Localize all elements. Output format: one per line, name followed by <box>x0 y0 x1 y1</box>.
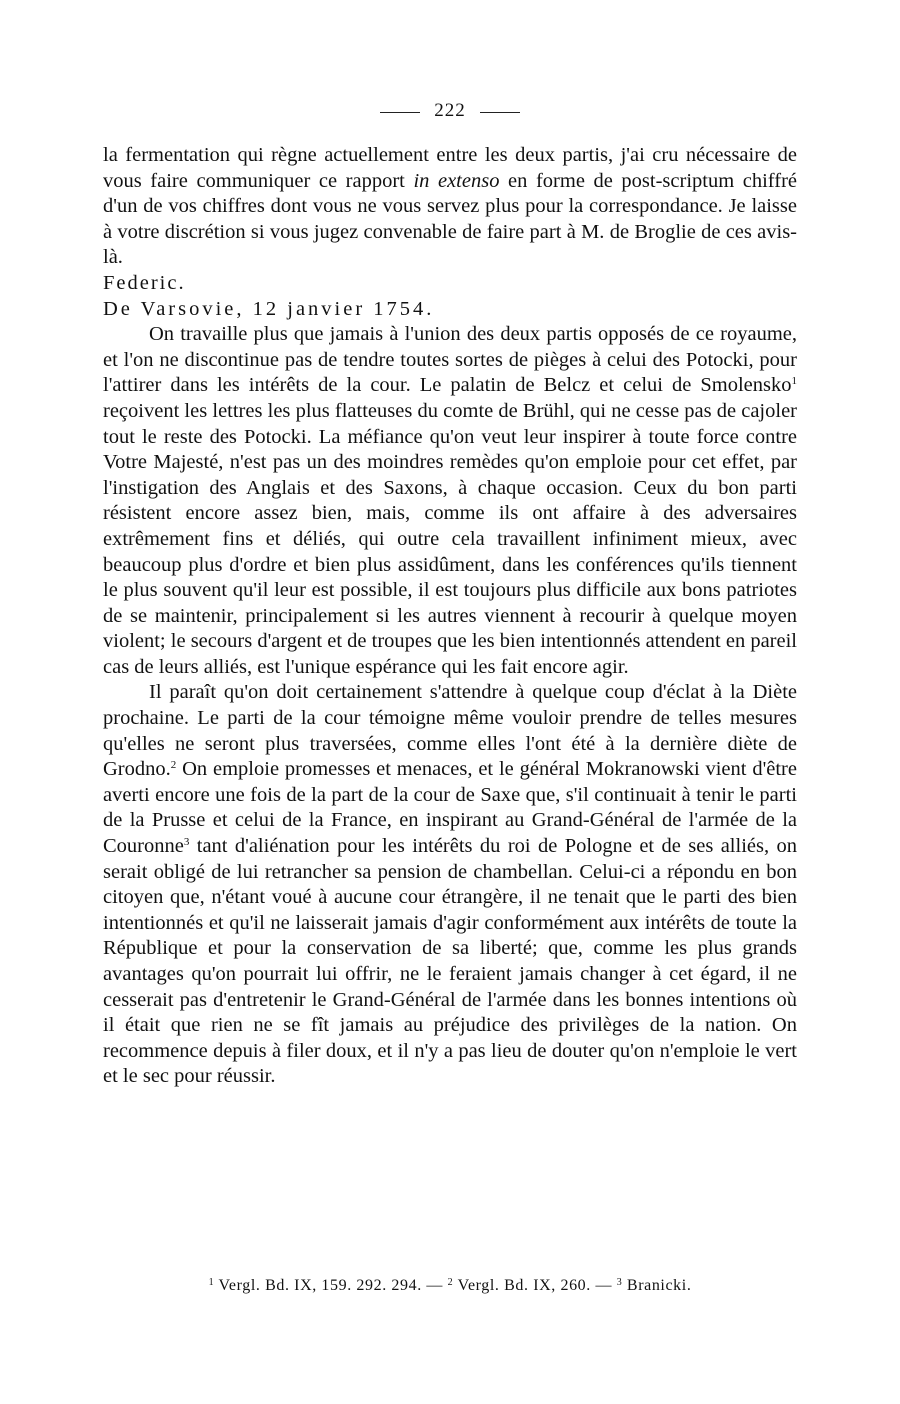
footnotes <box>103 1277 797 1295</box>
header-rule-right <box>480 112 520 113</box>
paragraph-2-text-1: Il paraît qu'on doit certainement s'attendre à quelque coup d'éclat à la Diète prochaine. Le parti de la cour témoigne même vouloir prendre de telles mesures qu'elles ne seront plus traversées, comme elles l'ont été à la dernière diète de Grodno. <box>103 681 797 781</box>
footnote-text-3: Branicki. <box>626 1277 692 1294</box>
paragraph-2 <box>103 680 797 1090</box>
intro-text-1: la fermentation qui règne actuellement entre les deux partis, j'ai cru nécessaire de vous faire communiquer ce rapport <box>103 144 797 192</box>
signature: Federic. <box>103 271 186 294</box>
page-header <box>0 97 900 125</box>
footnote-ref-2: 2 <box>170 759 177 772</box>
dateline: De Varsovie, 12 janvier 1754. <box>103 297 435 320</box>
paragraph-2-text-3: tant d'aliénation pour les intérêts du roi de Pologne et de ses alliés, on serait obligé de lui retrancher sa pension de chambellan. Celui-ci a répondu en bon citoyen que, n'étant voué à aucune cour étrangère, il ne tenait que le parti des bien intentionnés et qu'il ne laisserait jamais d'agir conformément aux intérêts de toute la République et pour la conservation de sa liberté; que, comme les plus grands avantages qu'on pourrait lui offrir, ne le feraient jamais changer à cet égard, il ne cesserait pas d'entretenir le Grand-Général de l'armée dans les bonnes intentions où il était que rien ne se fît jamais au préjudice des privilèges de la nation. On recommence depuis à filer doux, et il n'y a pas lieu de douter qu'on n'emploie le vert et le sec pour réussir. <box>103 835 797 1088</box>
paragraph-1-text-1: On travaille plus que jamais à l'union des deux partis opposés de ce royaume, et l'on ne discontinue pas de tendre toutes sortes de pièges à celui des Potocki, pour l'attirer dans les intérêts de la cour. Le palatin de Belcz et celui de Smolensko <box>103 323 797 397</box>
page-number: 222 <box>434 100 466 121</box>
intro-italic-phrase: in extenso <box>413 169 500 192</box>
intro-text-2: en forme de post-scriptum chiffré d'un de vos chiffres dont vous ne vous servez plus pour la correspondance. Je laisse à votre discrétion si vous jugez convenable de faire part à M. de Broglie de ces avis-là. <box>103 169 798 269</box>
footnote-marker-2: 2 <box>447 1277 454 1288</box>
paragraph-1 <box>103 322 797 680</box>
footnote-marker-3: 3 <box>616 1277 623 1288</box>
body-text <box>103 143 797 1090</box>
paragraph-1-text-2: reçoivent les lettres les plus flatteuses du comte de Brühl, qui ne cesse pas de cajoler tout le reste des Potocki. La méfiance qu'on veut leur inspirer à toute force contre Votre Majesté, n'est pas un des moindres remèdes qu'on emploie pour cet effet, par l'instigation des Anglais et des Saxons, à chaque occasion. Ceux du bon parti résistent encore assez bien, mais, comme ils ont affaire à des adversaires extrêmement fins et déliés, qui outre cela travaillent infiniment mieux, avec beaucoup plus d'ordre et bien plus assidûment, dans les conférences qu'ils tiennent le plus souvent qu'il leur est possible, il est toujours plus difficile aux bons patriotes de se maintenir, principalement si les autres viennent à recourir à quelque moyen violent; le secours d'argent et de troupes que les bien intentionnés attendent en pareil cas de leurs alliés, est l'unique espérance qui les fait encore agir. <box>103 399 797 678</box>
paragraph-2-text-2: On emploie promesses et menaces, et le général Mokranowski vient d'être averti encore une fois de la part de la cour de Saxe que, s'il continuait à tenir le parti de la Prusse et celui de la France, en inspirant au Grand-Général de l'armée de la Couronne <box>103 758 797 858</box>
footnote-text-2: Vergl. Bd. IX, 260. — <box>457 1277 613 1294</box>
header-rule-left <box>380 112 420 113</box>
intro-paragraph <box>103 143 797 271</box>
footnote-text-1: Vergl. Bd. IX, 159. 292. 294. — <box>218 1277 444 1294</box>
footnote-marker-1: 1 <box>208 1277 215 1288</box>
footnote-ref-1: 1 <box>791 375 797 388</box>
footnote-ref-3: 3 <box>183 836 190 849</box>
